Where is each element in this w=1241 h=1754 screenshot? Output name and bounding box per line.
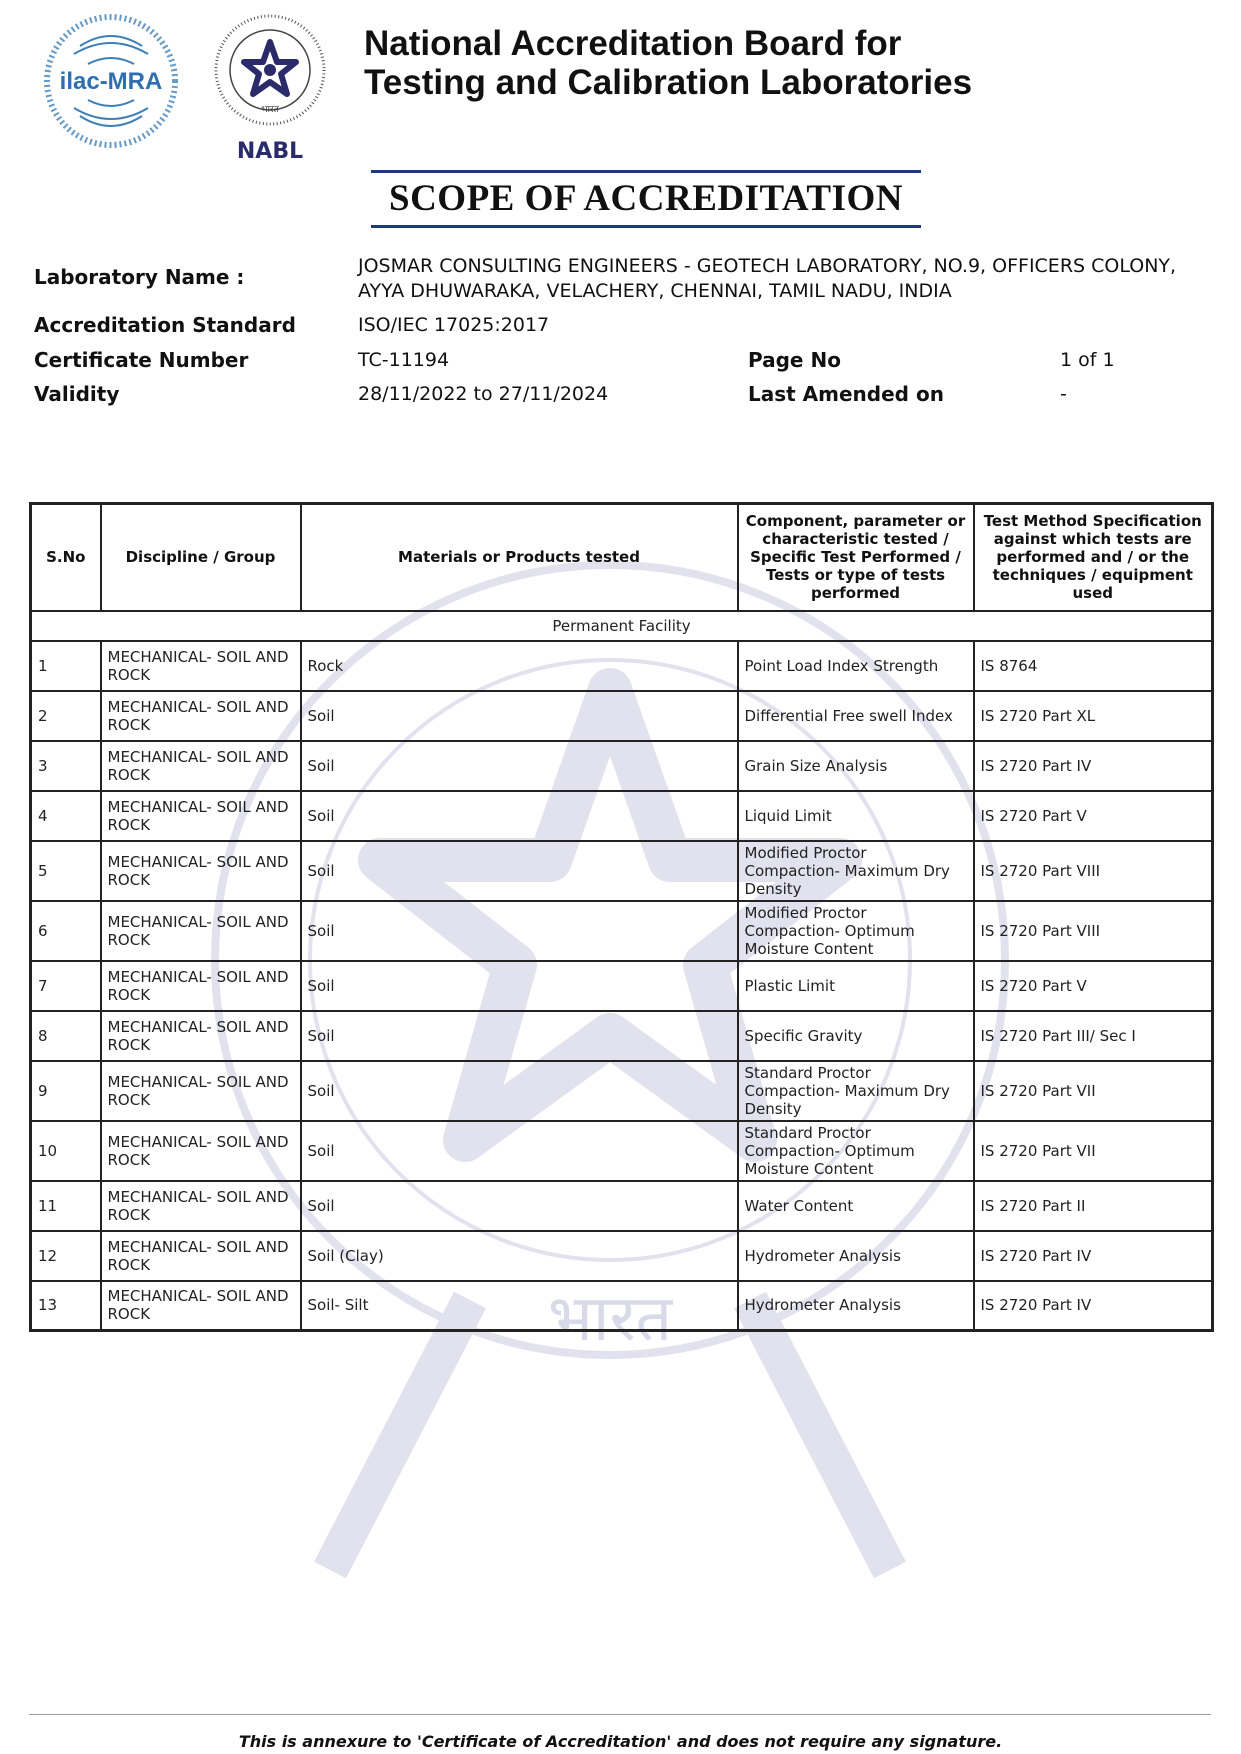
- cell-discipline: MECHANICAL- SOIL AND ROCK: [101, 901, 301, 961]
- cell-discipline: MECHANICAL- SOIL AND ROCK: [101, 1231, 301, 1281]
- cell-test-method: IS 2720 Part XL: [974, 691, 1213, 741]
- cell-component: Grain Size Analysis: [738, 741, 974, 791]
- facility-label: Permanent Facility: [31, 611, 1213, 641]
- scope-table: [29, 502, 1214, 1332]
- cell-sno: 2: [31, 691, 101, 741]
- cell-discipline: MECHANICAL- SOIL AND ROCK: [101, 841, 301, 901]
- cell-sno: 3: [31, 741, 101, 791]
- cell-material: Soil: [301, 1121, 738, 1181]
- certificate-number-label: Certificate Number: [34, 348, 249, 372]
- cell-test-method: IS 2720 Part VII: [974, 1121, 1213, 1181]
- table-row: [31, 1181, 1213, 1231]
- cell-material: Soil: [301, 841, 738, 901]
- cell-component: Standard Proctor Compaction- Maximum Dry Density: [738, 1061, 974, 1121]
- table-row: [31, 791, 1213, 841]
- org-title-line-1: National Accreditation Board for: [364, 24, 902, 63]
- cell-sno: 9: [31, 1061, 101, 1121]
- header-materials: Materials or Products tested: [301, 504, 738, 611]
- table-row: [31, 841, 1213, 901]
- cell-sno: 5: [31, 841, 101, 901]
- last-amended-value: -: [1060, 383, 1067, 405]
- page-no-value: 1 of 1: [1060, 349, 1115, 371]
- nabl-seal-text: भारत: [261, 105, 279, 115]
- cell-test-method: IS 2720 Part IV: [974, 1231, 1213, 1281]
- cell-material: Soil (Clay): [301, 1231, 738, 1281]
- header-test-method: Test Method Specification against which tests are performed and / or the techniques / equipment used: [974, 504, 1213, 611]
- table-row: [31, 1121, 1213, 1181]
- table-row: [31, 1231, 1213, 1281]
- organization-title: [364, 24, 1064, 102]
- cell-material: Soil: [301, 1181, 738, 1231]
- lab-name-value: [358, 254, 1208, 304]
- cell-test-method: IS 2720 Part IV: [974, 1281, 1213, 1331]
- nabl-logo: [210, 12, 330, 172]
- cell-material: Soil: [301, 741, 738, 791]
- cell-test-method: IS 2720 Part V: [974, 791, 1213, 841]
- table-row: [31, 1281, 1213, 1331]
- accreditation-standard-value: ISO/IEC 17025:2017: [358, 314, 550, 336]
- cell-component: Water Content: [738, 1181, 974, 1231]
- header-component: Component, parameter or characteristic tested / Specific Test Performed / Tests or type of tests performed: [738, 504, 974, 611]
- footer-note: This is annexure to 'Certificate of Accreditation' and does not require any signature.: [238, 1732, 1003, 1751]
- cell-sno: 7: [31, 961, 101, 1011]
- cell-test-method: IS 2720 Part III/ Sec I: [974, 1011, 1213, 1061]
- cell-material: Soil: [301, 1011, 738, 1061]
- footer-divider: [29, 1714, 1211, 1715]
- cell-discipline: MECHANICAL- SOIL AND ROCK: [101, 1121, 301, 1181]
- cell-component: Modified Proctor Compaction- Maximum Dry Density: [738, 841, 974, 901]
- table-row: [31, 1061, 1213, 1121]
- lab-name-line-2: AYYA DHUWARAKA, VELACHERY, CHENNAI, TAMIL NADU, INDIA: [358, 280, 952, 302]
- cell-component: Differential Free swell Index: [738, 691, 974, 741]
- nabl-logo-text: NABL: [236, 139, 304, 164]
- cell-component: Point Load Index Strength: [738, 641, 974, 691]
- cell-test-method: IS 2720 Part VII: [974, 1061, 1213, 1121]
- watermark-text: भारत: [547, 1282, 673, 1356]
- cell-component: Hydrometer Analysis: [738, 1231, 974, 1281]
- accreditation-standard-label: Accreditation Standard: [34, 313, 296, 337]
- scope-title-box: [371, 170, 921, 228]
- table-row: [31, 1011, 1213, 1061]
- lab-name-label: Laboratory Name :: [34, 265, 245, 289]
- cell-sno: 10: [31, 1121, 101, 1181]
- cell-material: Soil: [301, 691, 738, 741]
- table-row: [31, 901, 1213, 961]
- cell-material: Rock: [301, 641, 738, 691]
- table-row: [31, 641, 1213, 691]
- cell-sno: 6: [31, 901, 101, 961]
- cell-material: Soil: [301, 791, 738, 841]
- cell-material: Soil: [301, 1061, 738, 1121]
- cell-sno: 8: [31, 1011, 101, 1061]
- cell-sno: 4: [31, 791, 101, 841]
- cell-test-method: IS 2720 Part VIII: [974, 841, 1213, 901]
- certificate-number-value: TC-11194: [358, 349, 450, 371]
- cell-test-method: IS 2720 Part V: [974, 961, 1213, 1011]
- cell-test-method: IS 2720 Part VIII: [974, 901, 1213, 961]
- validity-value: 28/11/2022 to 27/11/2024: [358, 383, 609, 405]
- cell-test-method: IS 2720 Part II: [974, 1181, 1213, 1231]
- cell-sno: 1: [31, 641, 101, 691]
- validity-label: Validity: [34, 382, 120, 406]
- header-sno: S.No: [31, 504, 101, 611]
- scope-title: SCOPE OF ACCREDITATION: [389, 178, 903, 219]
- cell-component: Hydrometer Analysis: [738, 1281, 974, 1331]
- cell-component: Standard Proctor Compaction- Optimum Moisture Content: [738, 1121, 974, 1181]
- cell-discipline: MECHANICAL- SOIL AND ROCK: [101, 741, 301, 791]
- last-amended-label: Last Amended on: [748, 382, 944, 406]
- cell-component: Plastic Limit: [738, 961, 974, 1011]
- table-row: [31, 691, 1213, 741]
- cell-component: Specific Gravity: [738, 1011, 974, 1061]
- ilac-logo-text: ilac-MRA: [59, 68, 163, 95]
- lab-name-line-1: JOSMAR CONSULTING ENGINEERS - GEOTECH LABORATORY, NO.9, OFFICERS COLONY,: [358, 255, 1177, 277]
- cell-sno: 13: [31, 1281, 101, 1331]
- cell-discipline: MECHANICAL- SOIL AND ROCK: [101, 641, 301, 691]
- cell-sno: 11: [31, 1181, 101, 1231]
- cell-material: Soil- Silt: [301, 1281, 738, 1331]
- org-title-line-2: Testing and Calibration Laboratories: [364, 63, 973, 102]
- cell-discipline: MECHANICAL- SOIL AND ROCK: [101, 961, 301, 1011]
- ilac-mra-logo: [44, 14, 179, 149]
- facility-row: [31, 611, 1213, 641]
- header-discipline: Discipline / Group: [101, 504, 301, 611]
- page-no-label: Page No: [748, 348, 841, 372]
- table-header-row: [31, 504, 1213, 611]
- cell-discipline: MECHANICAL- SOIL AND ROCK: [101, 1281, 301, 1331]
- cell-discipline: MECHANICAL- SOIL AND ROCK: [101, 1011, 301, 1061]
- cell-discipline: MECHANICAL- SOIL AND ROCK: [101, 691, 301, 741]
- cell-component: Liquid Limit: [738, 791, 974, 841]
- cell-component: Modified Proctor Compaction- Optimum Moisture Content: [738, 901, 974, 961]
- cell-sno: 12: [31, 1231, 101, 1281]
- cell-test-method: IS 2720 Part IV: [974, 741, 1213, 791]
- cell-discipline: MECHANICAL- SOIL AND ROCK: [101, 1181, 301, 1231]
- cell-discipline: MECHANICAL- SOIL AND ROCK: [101, 791, 301, 841]
- cell-material: Soil: [301, 961, 738, 1011]
- cell-material: Soil: [301, 901, 738, 961]
- table-row: [31, 961, 1213, 1011]
- cell-test-method: IS 8764: [974, 641, 1213, 691]
- table-row: [31, 741, 1213, 791]
- cell-discipline: MECHANICAL- SOIL AND ROCK: [101, 1061, 301, 1121]
